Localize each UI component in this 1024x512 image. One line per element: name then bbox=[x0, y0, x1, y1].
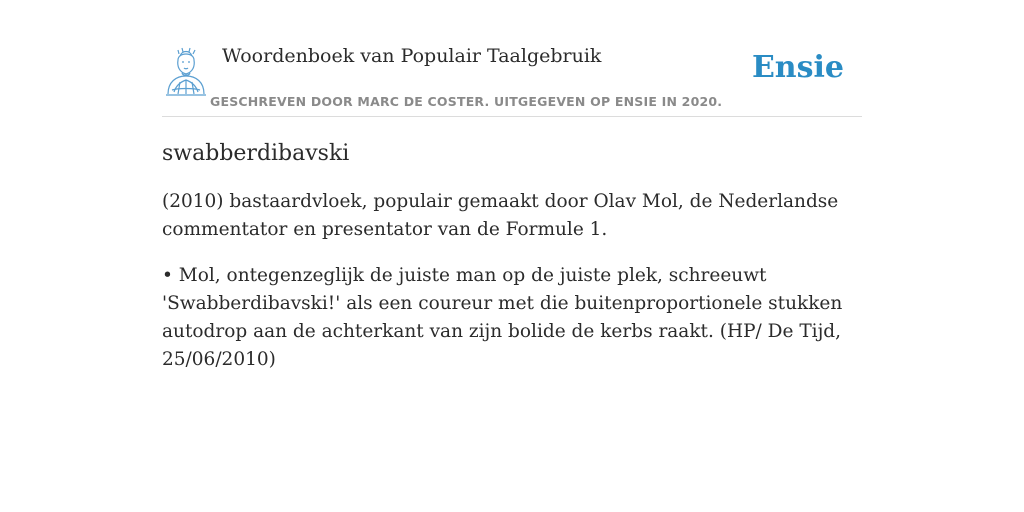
header bbox=[162, 40, 862, 117]
ensie-logo[interactable]: Ensie bbox=[751, 50, 844, 85]
definition: (2010) bastaardvloek, populair gemaakt door Olav Mol, de Nederlandse commentator en presentator van de Formule 1. bbox=[162, 191, 839, 240]
book-title[interactable]: Woordenboek van Populair Taalgebruik bbox=[222, 45, 602, 67]
example-quote: • Mol, ontegenzeglijk de juiste man op de juiste plek, schreeuwt 'Swabberdibavski!' als een coureur met die buitenproportionele stukken autodrop aan de achterkant van zijn bolide de kerbs raakt. (HP/ De Tijd, 25/06/2010) bbox=[162, 265, 843, 370]
byline: GESCHREVEN DOOR MARC DE COSTER. UITGEGEVEN OP ENSIE IN 2020. bbox=[210, 94, 723, 109]
headword: swabberdibavski bbox=[162, 141, 350, 166]
entry bbox=[162, 138, 862, 374]
author-portrait-icon bbox=[164, 46, 208, 96]
